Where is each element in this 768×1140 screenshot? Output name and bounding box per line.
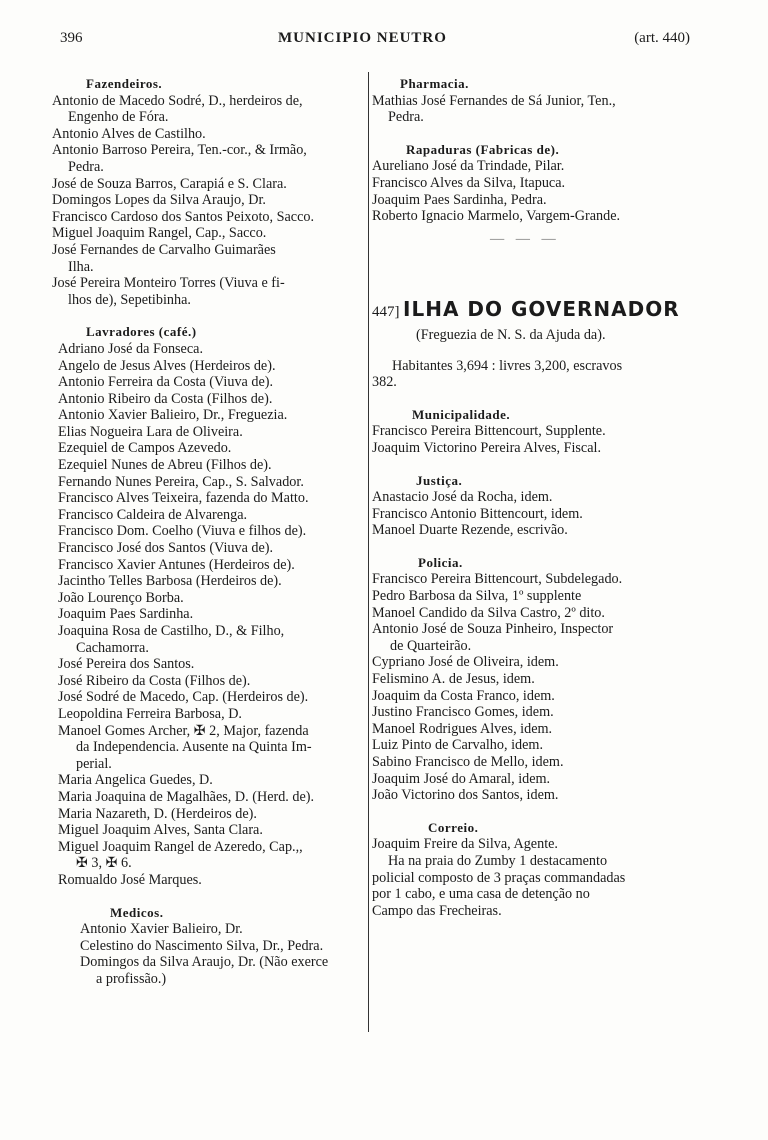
paragraph-line: Ha na praia do Zumby 1 destacamento — [388, 852, 608, 869]
right-column — [372, 76, 712, 919]
list-item: Jacintho Telles Barbosa (Herdeiros de). — [58, 573, 282, 590]
list-item: Francisco José dos Santos (Viuva de). — [58, 540, 274, 557]
fazendeiros-list — [52, 93, 368, 309]
spacer — [372, 247, 712, 301]
list-item: lhos de), Sepetibinha. — [68, 291, 191, 308]
list-item: Antonio Alves de Castilho. — [52, 125, 206, 142]
list-item: José de Souza Barros, Carapiá e S. Clara. — [52, 175, 287, 192]
list-item: José Ribeiro da Costa (Filhos de). — [58, 672, 251, 689]
list-item: Luiz Pinto de Carvalho, idem. — [372, 737, 544, 754]
list-item: Joaquina Rosa de Castilho, D., & Filho, — [58, 623, 285, 639]
list-item: Pedra. — [388, 109, 424, 126]
page-header — [60, 30, 690, 54]
section-title-ilha — [372, 297, 712, 322]
section-heading-municipalidade: Municipalidade. — [412, 406, 511, 422]
spacer — [52, 308, 368, 324]
list-item: Francisco Alves da Silva, Itapuca. — [372, 174, 566, 191]
list-item: Maria Nazareth, D. (Herdeiros de). — [58, 805, 257, 822]
list-item: de Quarteirão. — [390, 637, 472, 654]
list-item: Joaquim Victorino Pereira Alves, Fiscal. — [372, 439, 602, 456]
list-item: Elias Nogueira Lara de Oliveira. — [58, 423, 243, 440]
section-heading-fazendeiros: Fazendeiros. — [86, 76, 163, 91]
section-separator: — — — — [490, 230, 560, 247]
list-item: Maria Joaquina de Magalhães, D. (Herd. de). — [58, 788, 315, 805]
running-title: MUNICIPIO NEUTRO — [278, 30, 447, 46]
list-item: Aureliano José da Trindade, Pilar. — [372, 158, 565, 175]
list-item: Engenho de Fóra. — [68, 109, 169, 126]
list-item: Manoel Rodrigues Alves, idem. — [372, 720, 553, 737]
paragraph-line: Campo das Frecheiras. — [372, 902, 502, 919]
list-item: Miguel Joaquim Rangel, Cap., Sacco. — [52, 225, 267, 242]
list-item: Maria Angelica Guedes, D. — [58, 772, 213, 789]
list-item: Antonio Ribeiro da Costa (Filhos de). — [58, 390, 273, 407]
list-item: Francisco Pereira Bittencourt, Subdelegado. — [372, 571, 623, 588]
list-item: Romualdo José Marques. — [58, 871, 202, 888]
spacer — [372, 457, 712, 473]
list-item: Ezequiel Nunes de Abreu (Filhos de). — [58, 457, 272, 474]
section-heading-correio: Correio. — [428, 819, 479, 835]
medicos-list — [52, 921, 368, 987]
list-item: Antonio Xavier Balieiro, Dr., Freguezia. — [58, 407, 288, 424]
list-item: Francisco Caldeira de Alvarenga. — [58, 506, 248, 523]
list-item: Joaquim José do Amaral, idem. — [372, 770, 551, 787]
list-item: Adriano José da Fonseca. — [58, 340, 203, 357]
section-heading-rapaduras: Rapaduras (Fabricas de). — [406, 141, 560, 157]
list-item: Francisco Antonio Bittencourt, idem. — [372, 505, 583, 522]
list-item: João Victorino dos Santos, idem. — [372, 787, 559, 804]
lavradores-list — [52, 341, 368, 889]
list-item: Antonio Ferreira da Costa (Viuva de). — [58, 374, 274, 391]
list-item: Felismino A. de Jesus, idem. — [372, 671, 535, 688]
list-item: Domingos Lopes da Silva Araujo, Dr. — [52, 192, 266, 209]
list-item: Pedro Barbosa da Silva, 1º supplente — [372, 588, 582, 605]
habitantes-line: Habitantes 3,694 : livres 3,200, escravos — [392, 357, 623, 374]
list-item: Justino Francisco Gomes, idem. — [372, 704, 554, 721]
list-item: Manoel Candido da Silva Castro, 2º dito. — [372, 604, 605, 621]
section-heading-medicos: Medicos. — [110, 904, 164, 920]
list-item: a profissão.) — [96, 970, 167, 987]
list-item: Miguel Joaquim Rangel de Azeredo, Cap.,, — [58, 838, 303, 855]
column-divider — [368, 72, 369, 1032]
paragraph-line: policial composto de 3 praças commandadas — [372, 869, 626, 886]
spacer — [372, 539, 712, 555]
list-item: perial. — [76, 755, 112, 772]
list-item: Roberto Ignacio Marmelo, Vargem-Grande. — [372, 208, 621, 225]
list-item: Francisco Pereira Bittencourt, Supplente. — [372, 423, 606, 440]
spacer — [372, 126, 712, 142]
list-item: Domingos da Silva Araujo, Dr. (Não exerce — [80, 954, 329, 971]
paragraph-line: por 1 cabo, e uma casa de detenção no — [372, 886, 590, 903]
list-item: José Sodré de Macedo, Cap. (Herdeiros de). — [58, 689, 309, 706]
list-item: José Pereira Monteiro Torres (Viuva e fi- — [52, 275, 285, 292]
list-item: Celestino do Nascimento Silva, Dr., Pedra. — [80, 937, 324, 954]
list-item: Anastacio José da Rocha, idem. — [372, 489, 553, 506]
article-reference: (art. 440) — [634, 30, 690, 46]
spacer — [372, 391, 712, 407]
habitantes-line-cont: 382. — [372, 374, 397, 391]
list-item: Ezequiel de Campos Azevedo. — [58, 440, 232, 457]
list-item: Francisco Xavier Antunes (Herdeiros de). — [58, 556, 295, 573]
list-item: Manoel Duarte Rezende, escrivão. — [372, 522, 568, 539]
freguezia-line: (Freguezia de N. S. da Ajuda da). — [416, 326, 606, 343]
list-item: Cypriano José de Oliveira, idem. — [372, 654, 559, 671]
list-item: Antonio de Macedo Sodré, D., herdeiros de, — [52, 92, 303, 109]
list-item: Mathias José Fernandes de Sá Junior, Ten., — [372, 92, 616, 109]
list-item: Francisco Cardoso dos Santos Peixoto, Sacco. — [52, 208, 315, 225]
spacer — [372, 804, 712, 820]
spacer — [52, 889, 368, 905]
section-heading-pharmacia: Pharmacia. — [400, 76, 469, 91]
section-heading-justica: Justiça. — [416, 472, 463, 488]
section-heading-policia: Policia. — [418, 554, 463, 570]
list-item: Pedra. — [68, 158, 104, 175]
list-item: Cachamorra. — [76, 639, 149, 656]
list-item: Joaquim Freire da Silva, Agente. — [372, 836, 558, 853]
list-item: Antonio Barroso Pereira, Ten.-cor., & Irmão, — [52, 142, 307, 159]
left-column — [52, 76, 368, 987]
list-item: Angelo de Jesus Alves (Herdeiros de). — [58, 357, 276, 374]
list-item: José Pereira dos Santos. — [58, 656, 195, 673]
list-item: Ilha. — [68, 258, 94, 275]
list-item: Manoel Gomes Archer, ✠ 2, Major, fazenda — [58, 722, 309, 739]
list-item: ✠ 3, ✠ 6. — [76, 855, 132, 872]
list-item: Sabino Francisco de Mello, idem. — [372, 754, 564, 770]
list-item: da Independencia. Ausente na Quinta Im- — [76, 739, 312, 756]
list-item: João Lourenço Borba. — [58, 589, 184, 606]
list-item: Antonio José de Souza Pinheiro, Inspector — [372, 621, 614, 638]
list-item: José Fernandes de Carvalho Guimarães — [52, 241, 276, 258]
list-item: Fernando Nunes Pereira, Cap., S. Salvador. — [58, 473, 304, 490]
list-item: Miguel Joaquim Alves, Santa Clara. — [58, 822, 263, 839]
list-item: Leopoldina Ferreira Barbosa, D. — [58, 705, 242, 722]
page-number: 396 — [60, 30, 83, 46]
list-item: Joaquim Paes Sardinha. — [58, 606, 194, 623]
list-item: Antonio Xavier Balieiro, Dr. — [80, 921, 243, 938]
list-item: Francisco Alves Teixeira, fazenda do Matto. — [58, 490, 309, 507]
list-item: Joaquim da Costa Franco, idem. — [372, 687, 555, 704]
section-title-text: ILHA DO GOVERNADOR — [403, 297, 680, 322]
list-item: Francisco Dom. Coelho (Viuva e filhos de). — [58, 523, 307, 540]
article-number: 447] — [372, 304, 400, 321]
section-heading-lavradores: Lavradores (café.) — [86, 324, 197, 340]
list-item: Joaquim Paes Sardinha, Pedra. — [372, 191, 547, 208]
